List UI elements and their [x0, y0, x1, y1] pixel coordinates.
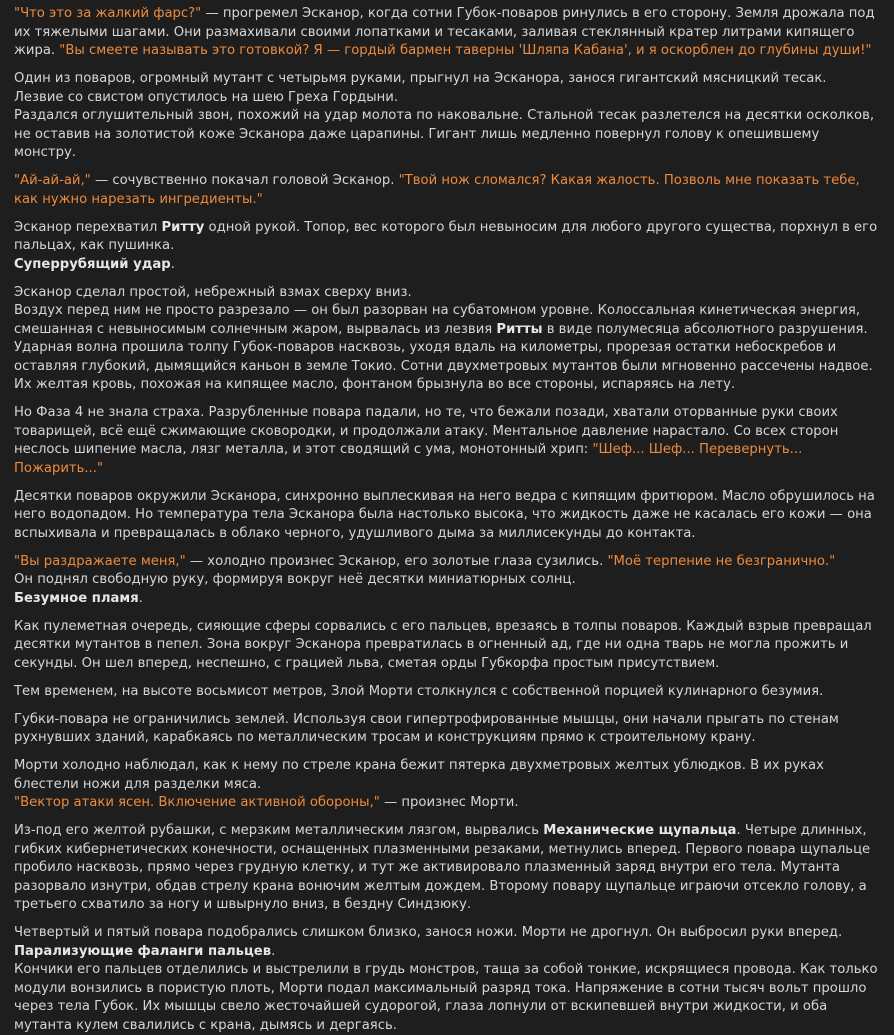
bold-term: Суперрубящий удар	[14, 256, 171, 272]
narration-text: в виде полумесяца абсолютного разрушения. Ударная волна прошила толпу Губок-поваров насквозь, уходя вдаль на километры, прорезая остатки небоскребов и оставляя глубокий, дымящийся каньон в земле Токио. Сотни двухметровых мутантов были мгновенно рассечены надвое. Их желтая кровь, похожая на кипящее масло, фонтаном брызнула во все стороны, испаряясь на лету.	[14, 321, 873, 392]
dialogue-quote: "Ай-ай-ай,"	[14, 173, 91, 188]
paragraph	[14, 618, 878, 674]
dialogue-quote: "Шеф... Шеф... Перевернуть... Пожарить..."	[14, 442, 803, 476]
narration-text: Губки-повара не ограничились землей. Используя свои гипертрофированные мышцы, они начали прыгать по стенам рухнувших зданий, карабкаясь по металлическим тросам и конструкциям прямо к строительному крану.	[14, 711, 839, 745]
narration-text: Тем временем, на высоте восьмисот метров, Злой Морти столкнулся с собственной порцией кулинарного безумия.	[14, 683, 824, 699]
paragraph	[14, 70, 878, 163]
narration-text: — холодно произнес Эсканор, его золотые глаза сузились.	[185, 553, 608, 569]
narration-text: Раздался оглушительный звон, похожий на удар молота по наковальне. Стальной тесак разлетелся на десятки осколков, не оставив на золотистой коже Эсканора даже царапины. Гигант лишь медленно повернул голову к опешившему монстру.	[14, 108, 875, 160]
paragraph	[14, 284, 878, 395]
dialogue-quote: "Что это за жалкий фарс?"	[14, 6, 202, 21]
narration-text: — прогремел Эсканор, когда сотни Губок-поваров ринулись в его сторону. Земля дрожала под их тяжелыми шагами. Они размахивали своими лопатками и тесаками, заливая стеклянный кратер литрами кипящего жира.	[14, 6, 875, 58]
dialogue-quote: "Моё терпение не безгранично."	[607, 553, 836, 569]
narration-text: — произнес Морти.	[379, 795, 519, 810]
bold-term: Безумное пламя	[14, 590, 139, 606]
narration-text: . Четыре длинных, гибких кибернетических конечности, оснащенных плазменными резаками, метнулись вперед. Первого повара щупальце пробило насквозь, прямо через грудную клетку, и тут же активировало плазменный заряд внутри его тела. Мутанта разорвало изнутри, обдав стрелу крана вонючим желтым дождем. Второму повару щупальце играючи отсекло голову, а третьего схватило за ногу и швырнуло вниз, в бездну Синдзюку.	[14, 823, 871, 912]
narration-text: .	[170, 256, 175, 272]
bold-term: Механические щупальца	[543, 823, 737, 838]
paragraph	[14, 683, 878, 702]
paragraph	[14, 711, 878, 748]
narration-text: Морти холодно наблюдал, как к нему по стреле крана бежит пятерка двухметровых желтых ублюдков. В их руках блестели ножи для разделки мяса.	[14, 758, 824, 792]
narration-text: Он поднял свободную руку, формируя вокруг неё десятки миниатюрных солнц.	[14, 572, 576, 587]
bold-term: Парализующие фаланги пальцев	[14, 943, 272, 959]
paragraph	[14, 404, 878, 478]
narration-text: Десятки поваров окружили Эсканора, синхронно выплескивая на него ведра с кипящим фритюром. Масло обрушилось на него водопадом. Но температура тела Эсканора была настолько высока, что жидкость даже не касалась его кожи — она вспыхивала и превращалась в облако черного, удушливого дыма за миллисекунды до контакта.	[14, 488, 875, 541]
paragraph	[14, 172, 878, 209]
dialogue-quote: "Вектор атаки ясен. Включение активной обороны,"	[14, 795, 380, 810]
narration-text: одной рукой. Топор, вес которого был невыносим для любого другого существа, порхнул в его пальцах, как пушинка.	[14, 219, 878, 253]
dialogue-quote: "Твой нож сломался? Какая жалость. Позволь мне показать тебе, как нужно нарезать ингредиенты."	[14, 173, 860, 207]
dialogue-quote: "Вы раздражаете меня,"	[14, 553, 186, 569]
narration-text: — сочувственно покачал головой Эсканор.	[90, 173, 399, 188]
narration-text: Эсканор сделал простой, небрежный взмах сверху вниз.	[14, 284, 412, 300]
narration-text: Но Фаза 4 не знала страха. Разрубленные повара падали, но те, что бежали позади, хватали оторванные руки своих товарищей, всё ещё сжимающие сковородки, и продолжали атаку. Ментальное давление нарастало. Со всех сторон неслось шипение масла, лязг металла, и этот сводящий с ума, монотонный хрип:	[14, 405, 839, 457]
paragraph	[14, 488, 878, 544]
bold-term: Ритту	[161, 219, 205, 235]
paragraph	[14, 5, 878, 61]
paragraph	[14, 924, 878, 1035]
paragraph	[14, 757, 878, 813]
narration-text: Четвертый и пятый повара подобрались слишком близко, занося ножи. Морти не дрогнул. Он выбросил руки вперед.	[14, 925, 843, 940]
narration-text: .	[138, 590, 143, 606]
narration-text: Как пулеметная очередь, сияющие сферы сорвались с его пальцев, врезаясь в толпы поваров. Каждый взрыв превращал десятки мутантов в пепел. Зона вокруг Эсканора превратилась в огненный ад, где ни одна тварь не могла прожить и секунды. Он шел вперед, неспешно, с грацией льва, сметая орды Губкорфа простым присутствием.	[14, 618, 872, 671]
paragraph	[14, 219, 878, 275]
narration-text: .	[271, 943, 276, 959]
bold-term: Ритты	[496, 321, 543, 337]
narration-text: Кончики его пальцев отделились и выстрелили в грудь монстров, таща за собой тонкие, искрящиеся провода. Как только модули вонзились в пористую плоть, Морти подал максимальный разряд тока. Напряжение в сотни тысяч вольт прошло через тела Губок. Их мышцы свело жесточайшей судорогой, глаза лопнули от вскипевшей внутри жидкости, и оба мутанта кулем свалились с крана, дымясь и дергаясь.	[14, 962, 878, 1033]
narration-text: Воздух перед ним не просто разрезало — он был разорван на субатомном уровне. Колоссальная кинетическая энергия, смешанная с невыносимым солнечным жаром, вырвалась из лезвия	[14, 303, 861, 337]
paragraph	[14, 553, 878, 609]
narration-text: Эсканор перехватил	[14, 219, 162, 235]
narration-text: Один из поваров, огромный мутант с четырьмя руками, прыгнул на Эсканора, занося гигантский мясницкий тесак. Лезвие со свистом опустилось на шею Греха Гордыни.	[14, 71, 827, 105]
narration-text: Из-под его желтой рубашки, с мерзким металлическим лязгом, вырвались	[14, 823, 544, 838]
paragraph	[14, 822, 878, 915]
dialogue-quote: "Вы смеете называть это готовкой? Я — гордый бармен таверны 'Шляпа Кабана', и я оскорблен до глубины души!"	[59, 43, 872, 58]
